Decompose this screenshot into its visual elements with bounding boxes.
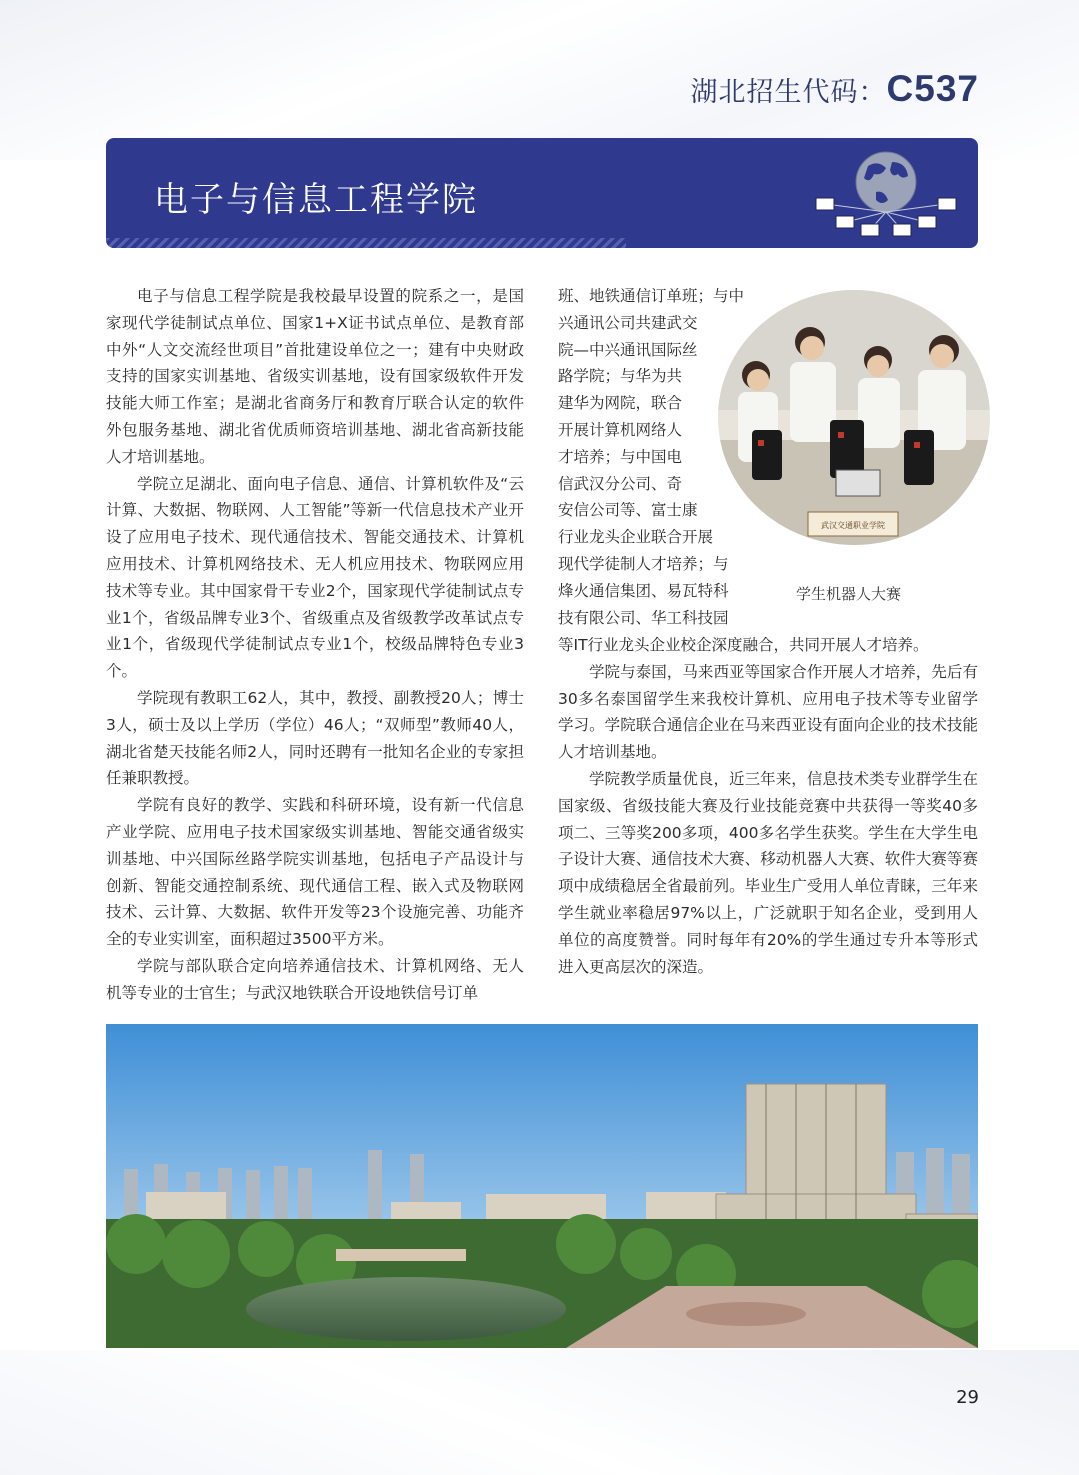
photo-sign-text: 武汉交通职业学院 <box>821 521 885 530</box>
text-line: 才培养；与中国电 <box>558 447 683 466</box>
photo-caption: 学生机器人大赛 <box>796 585 902 603</box>
text-line: 路学院；与华为共 <box>558 367 683 386</box>
paragraph: 学院立足湖北、面向电子信息、通信、计算机软件及“云计算、大数据、物联网、人工智能”等新一代信息技术产业开设了应用电子技术、现代通信技术、智能交通技术、计算机应用技术、计算机网络技术、无人机应用技术、物联网应用技术等专业。其中国家骨干专业2个，国家现代学徒制试点专业1个，省级品牌专业3个、省级重点及省级教学改革试点专业1个，省级现代学徒制试点专业1个，校级品牌特色专业3个。 <box>106 474 524 681</box>
admission-code-value: C537 <box>886 68 979 109</box>
paragraph: 电子与信息工程学院是我校最早设置的院系之一，是国家现代学徒制试点单位、国家1+X证书试点单位、是教育部中外“人文交流经世项目”首批建设单位之一；建有中央财政支持的国家实训基地、省级实训基地，设有国家级软件开发技能大师工作室；是湖北省商务厅和教育厅联合认定的软件外包服务基地、湖北省优质师资培训基地、湖北省高新技能人才培训基地。 <box>106 287 524 466</box>
robot-photo-illustration <box>718 290 990 545</box>
text-line: 现代学徒制人才培养；与 <box>558 554 729 573</box>
paragraph: 学院现有教职工62人，其中，教授、副教授20人；博士3人，硕士及以上学历（学位）46人；“双师型”教师40人，湖北省楚天技能名师2人，同时还聘有一批知名企业的专家担任兼职教授。 <box>106 688 524 788</box>
admission-code-label: 湖北招生代码： <box>690 77 887 108</box>
paragraph: 学院与泰国，马来西亚等国家合作开展人才培养，先后有30多名泰国留学生来我校计算机、应用电子技术等专业留学学习。学院联合通信企业在马来西亚设有面向企业的技术技能人才培训基地。 <box>558 662 978 762</box>
left-column <box>106 283 524 1007</box>
text-line: 信武汉分公司、奇 <box>558 474 683 493</box>
footer-background <box>0 1350 1079 1475</box>
text-line: 院—中兴通讯国际丝 <box>558 340 698 359</box>
campus-photo <box>106 1024 978 1348</box>
robot-competition-photo <box>718 290 990 545</box>
campus-illustration <box>106 1024 978 1348</box>
text-line: 行业龙头企业联合开展 <box>558 528 714 547</box>
page-number: 29 <box>956 1387 979 1408</box>
text-line: 兴通讯公司共建武交 <box>558 313 698 332</box>
banner-stripe <box>106 238 626 248</box>
text-line: 烽火通信集团、易瓦特科 <box>558 581 729 600</box>
paragraph: 学院教学质量优良，近三年来，信息技术类专业群学生在国家级、省级技能大赛及行业技能竞赛中共获得一等奖40多项二、三等奖200多项，400多名学生获奖。学生在大学生电子设计大赛、通信技术大赛、移动机器人大赛、软件大赛等赛项中成绩稳居全省最前列。毕业生广受用人单位青睐，三年来学生就业率稳居97%以上，广泛就职于知名企业，受到用人单位的高度赞誉。同时每年有20%的学生通过专升本等形式进入更高层次的深造。 <box>558 769 978 976</box>
paragraph: 学院与部队联合定向培养通信技术、计算机网络、无人机等专业的士官生；与武汉地铁联合开设地铁信号订单 <box>106 956 524 1002</box>
network-globe-icon <box>806 144 966 240</box>
text-line: 建华为网院，联合 <box>558 394 683 413</box>
admission-code <box>691 68 979 110</box>
right-column <box>558 632 978 980</box>
page-title: 电子与信息工程学院 <box>154 180 478 220</box>
paragraph: 等IT行业龙头企业校企深度融合，共同开展人才培养。 <box>558 636 929 654</box>
paragraph: 学院有良好的教学、实践和科研环境，设有新一代信息产业学院、应用电子技术国家级实训基地、智能交通省级实训基地、中兴国际丝路学院实训基地，包括电子产品设计与创新、智能交通控制系统、现代通信工程、嵌入式及物联网技术、云计算、大数据、软件开发等23个设施完善、功能齐全的专业实训室，面积超过3500平方米。 <box>106 796 524 949</box>
text-line: 开展计算机网络人 <box>558 420 683 439</box>
text-line: 安信公司等、富士康 <box>558 501 698 520</box>
text-line: 班、地铁通信订单班；与中 <box>558 287 745 305</box>
section-banner <box>106 138 978 248</box>
text-line: 技有限公司、华工科技园 <box>558 608 729 627</box>
